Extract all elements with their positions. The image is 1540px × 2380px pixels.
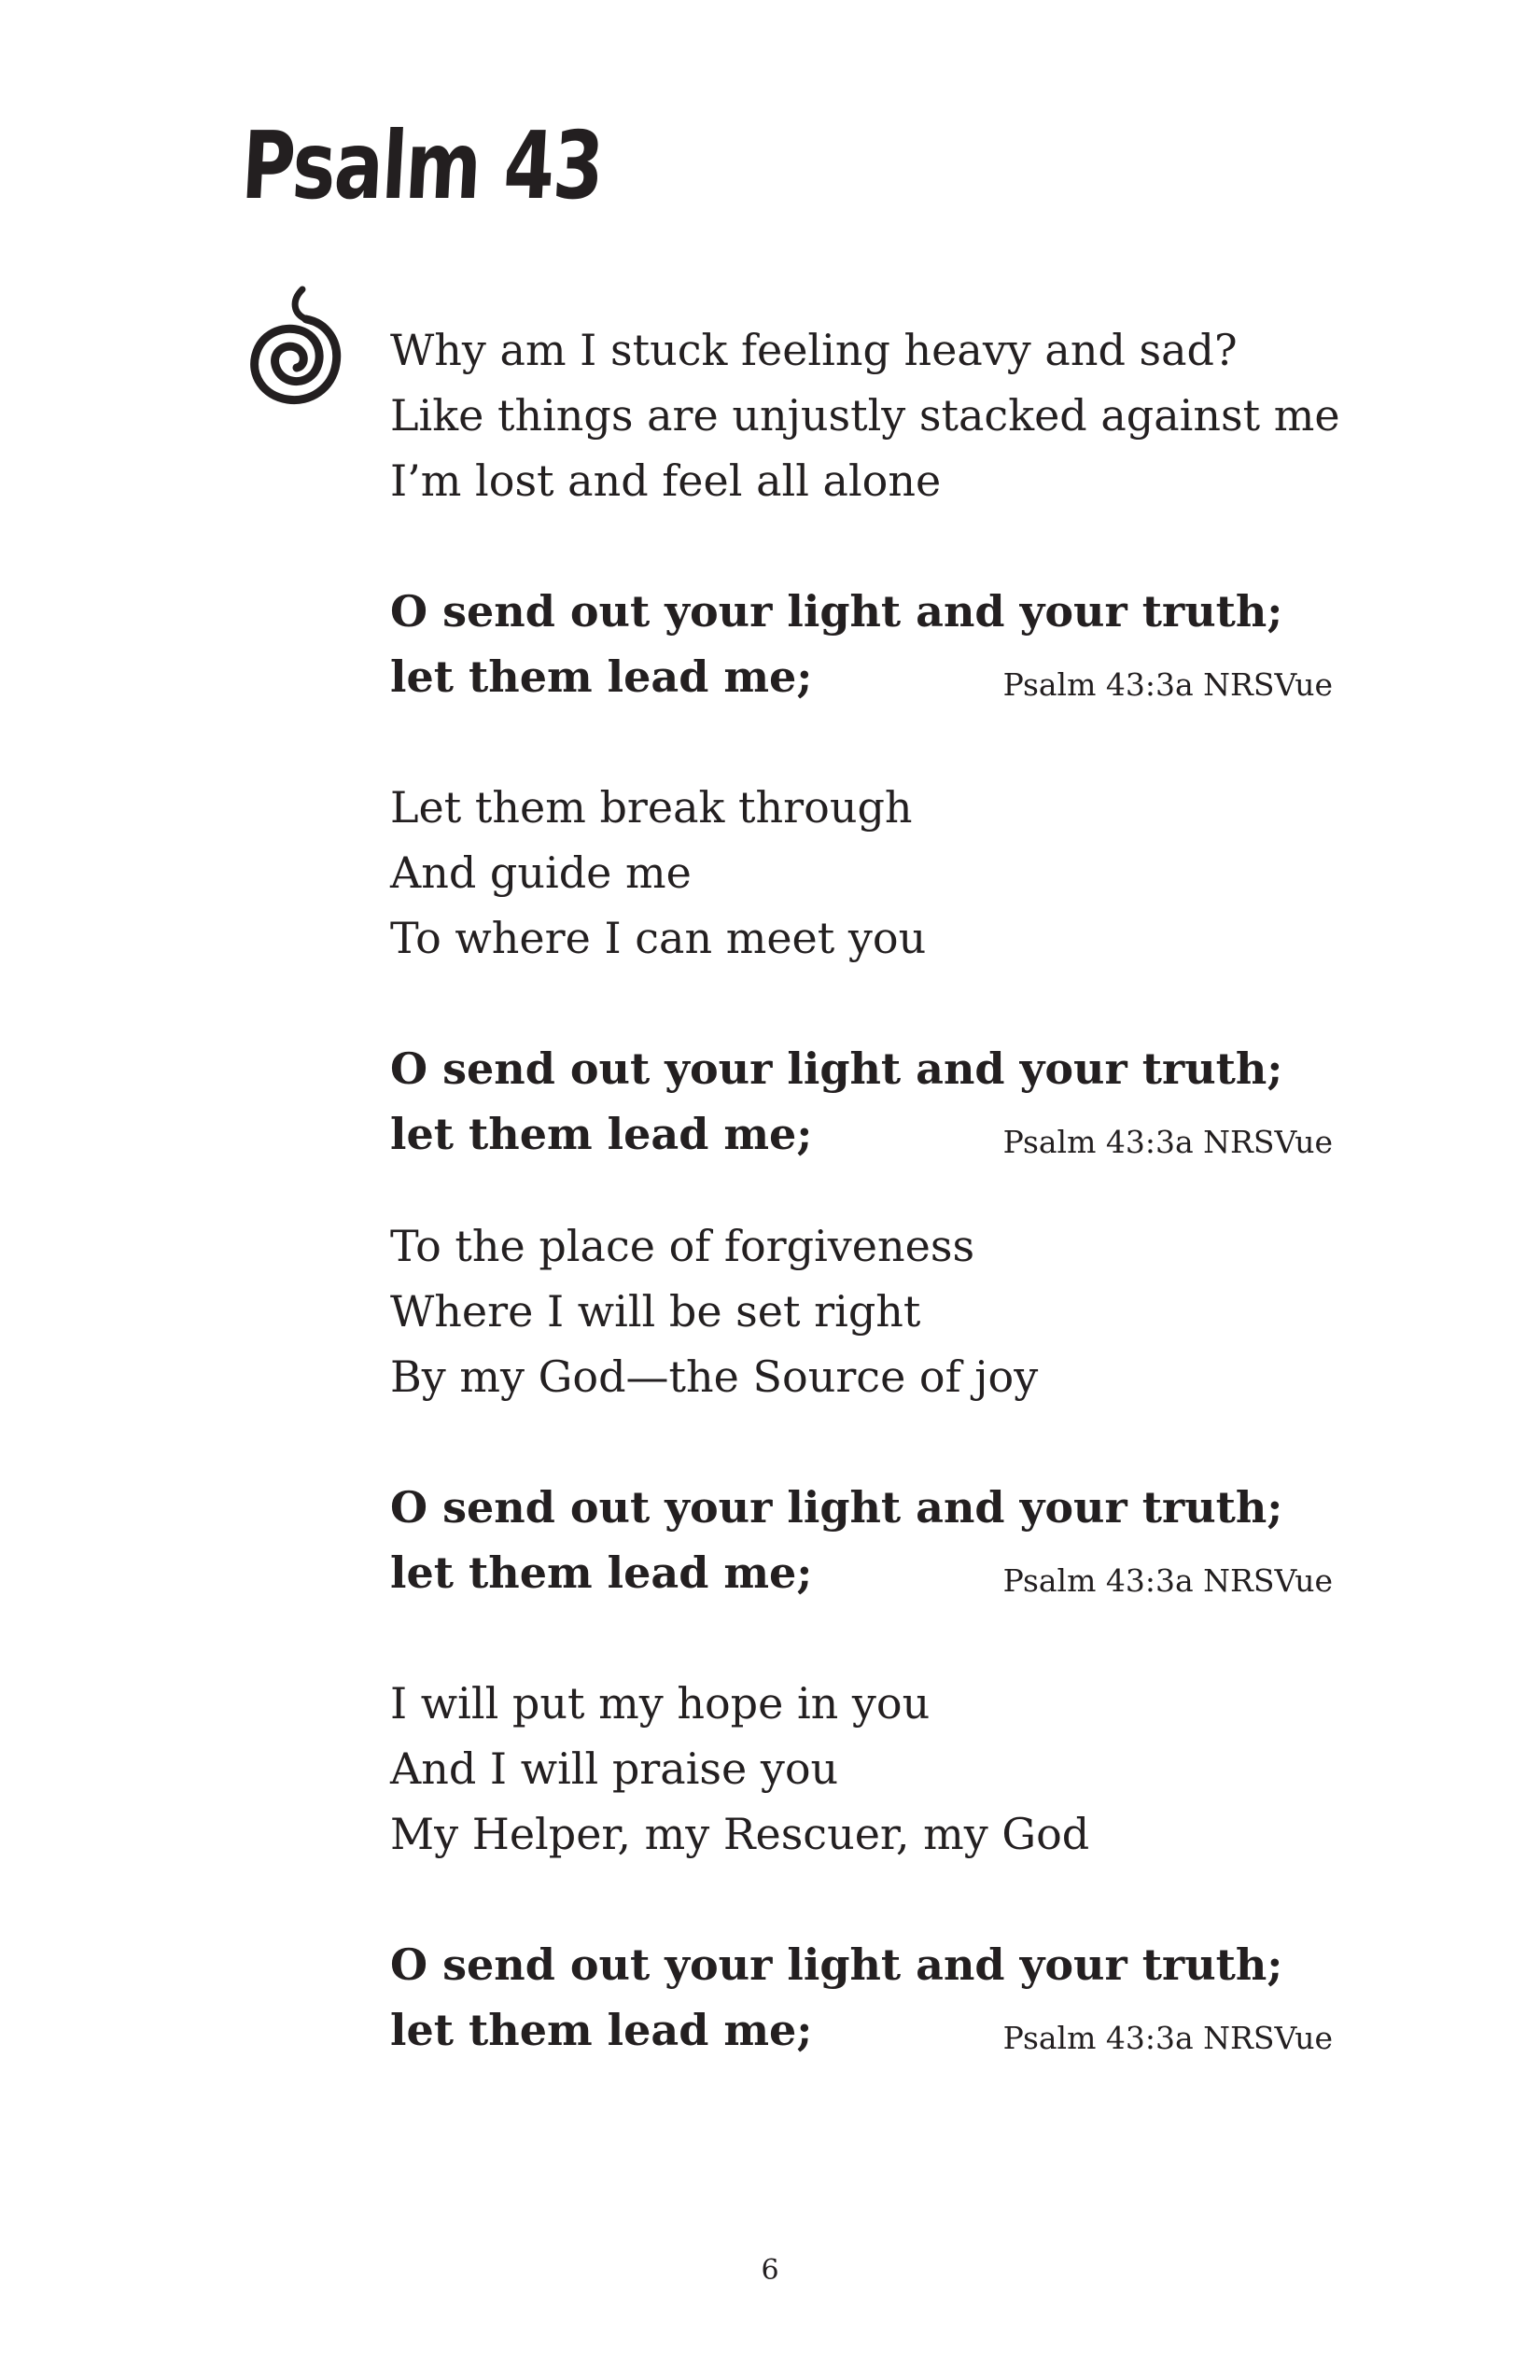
refrain-line: let them lead me; (390, 1109, 813, 1159)
verse-line: I’m lost and feel all alone (390, 455, 942, 506)
spiral-icon (245, 280, 347, 411)
refrain-line: O send out your light and your truth; (390, 586, 1283, 637)
stanza (390, 1671, 1333, 1867)
verse-line: I will put my hope in you (390, 1678, 931, 1729)
refrain-line: let them lead me; (390, 1547, 813, 1598)
verse-line: To the place of forgiveness (390, 1221, 975, 1271)
verse-line: And I will praise you (390, 1743, 839, 1794)
citation: Psalm 43:3a NRSVue (1002, 1562, 1333, 1599)
refrain (390, 1932, 1333, 2063)
verse-line: My Helper, my Rescuer, my God (390, 1809, 1090, 1859)
verse-line: By my God—the Source of joy (390, 1351, 1039, 1402)
refrain (390, 1475, 1333, 1605)
citation: Psalm 43:3a NRSVue (1002, 1124, 1333, 1160)
verse-line: To where I can meet you (390, 913, 927, 963)
refrain-line: O send out your light and your truth; (390, 1043, 1283, 1094)
citation: Psalm 43:3a NRSVue (1002, 666, 1333, 703)
refrain (390, 1036, 1333, 1167)
page-title: Psalm 43 (239, 111, 606, 220)
refrain (390, 579, 1333, 709)
refrain-line: let them lead me; (390, 651, 813, 702)
verse-line: Why am I stuck feeling heavy and sad? (390, 325, 1238, 375)
verse-line: Like things are unjustly stacked against me (390, 390, 1340, 441)
refrain-line: O send out your light and your truth; (390, 1939, 1283, 1990)
stanza (390, 1213, 1333, 1409)
refrain-line: let them lead me; (390, 2005, 813, 2055)
poem-body (390, 317, 1340, 2063)
citation: Psalm 43:3a NRSVue (1002, 2020, 1333, 2056)
page-number: 6 (761, 2254, 779, 2287)
stanza (390, 775, 1333, 971)
stanza (390, 317, 1340, 513)
verse-line: And guide me (390, 847, 692, 898)
refrain-line: O send out your light and your truth; (390, 1482, 1283, 1533)
verse-line: Where I will be set right (390, 1286, 921, 1337)
verse-line: Let them break through (390, 782, 913, 833)
